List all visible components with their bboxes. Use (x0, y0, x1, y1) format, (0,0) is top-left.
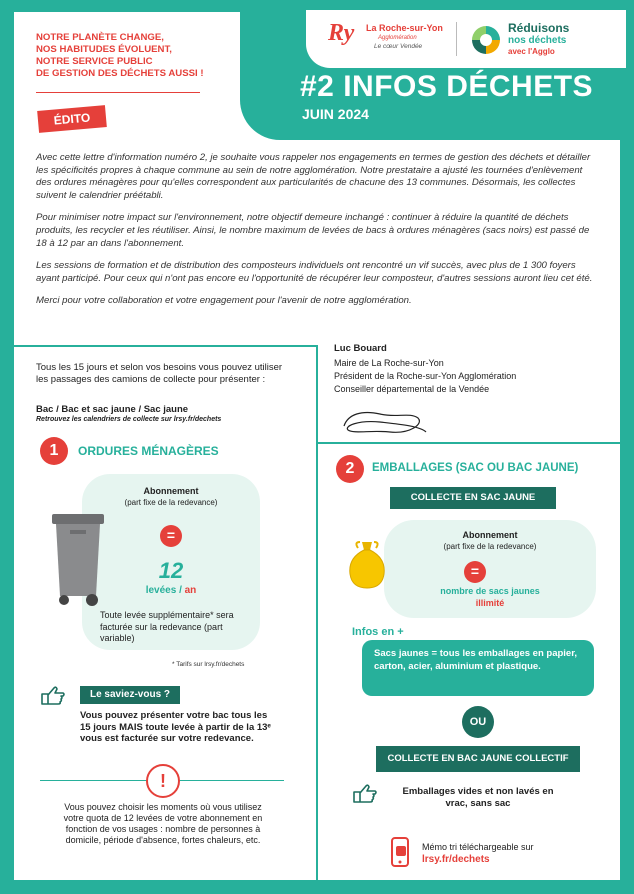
bac-text: Emballages vides et non lavés en vrac, sans sac (402, 786, 554, 809)
saviez-label: Le saviez-vous ? (80, 686, 180, 704)
illimite-label: illimité (475, 598, 505, 608)
warning-text: Vous pouvez choisir les moments où vous utilisez votre quota de 12 levées de votre abonnement en fonction de vos usages : nombre de personnes à domicile, période d'absence, fortes chaleurs, etc. (63, 802, 263, 845)
memo-link[interactable]: lrsy.fr/dechets (422, 854, 490, 865)
page-title: #2 INFOS DÉCHETS (300, 70, 594, 103)
vertical-divider (316, 345, 318, 880)
signatory-roles: Maire de La Roche-sur-Yon Président de la Roche-sur-Yon Agglomération Conseiller départemental de la Vendée (334, 358, 517, 394)
reduisons-line2: nos déchets (508, 35, 567, 46)
nombre-sacs: nombre de sacs jaunes (440, 586, 540, 596)
edito-badge: ÉDITO (37, 105, 107, 133)
pointing-hand-icon-2 (352, 782, 378, 804)
extra-levee-text: Toute levée supplémentaire* sera facturée sur la redevance (part variable) (100, 610, 234, 643)
logo-city-name: La Roche-sur-Yon (366, 23, 443, 33)
right-top-rule (316, 442, 620, 444)
intro-rule (36, 92, 200, 93)
tarifs-note: * Tarifs sur lrsy.fr/dechets (172, 661, 245, 668)
ou-badge: OU (462, 706, 494, 738)
edito-body: Avec cette lettre d'information numéro 2, je souhaite vous rappeler nos engagements en termes de gestion des déchets et détailler les spécificités propres à chaque commune au sein de notre agglomération. Notre prestataire a ajusté les tournées d'enlèvement des ordures ménagères pour qu'elles correspondent aux particularités de chacune des 13 communes. Désormais, les collectes suivent le calendrier préétabli. Pour minimiser notre impact sur l'environnement, notre objectif demeure inchangé : continuer à réduire la quantité de déchets produits, les recycler et les réutiliser. Ainsi, le nombre maximum de levées de bacs à ordures ménagères (sacs noirs) est passé de 18 à 12 par an dans l'abonnement. Les sessions de formation et de distribution des composteurs individuels ont rencontré un vif succès, avec plus de 1 300 foyers ayant participé. Pour ceux qui n'ont pas encore eu l'opportunité de récupérer leur composteur, d'autres sessions auront lieu cet été. Merci pour votre collaboration et votre engagement pour l'avenir de notre agglomération. (36, 152, 593, 307)
section2-equals: = (464, 561, 486, 583)
section2-number: 2 (336, 455, 364, 483)
warning-icon: ! (146, 764, 180, 798)
calendar-note: Retrouvez les calendriers de collecte sur lrsy.fr/dechets (36, 416, 222, 423)
page-date: JUIN 2024 (302, 106, 369, 122)
logo-city-tagline: Le cœur Vendée (374, 43, 423, 50)
logo-card (306, 10, 626, 68)
ry-logo-mark: Ry (328, 20, 355, 46)
infos-text: Sacs jaunes = tous les emballages en papier, carton, acier, aluminium et plastique. (374, 648, 578, 672)
yellow-bag-icon (344, 538, 390, 590)
levees-unit: levées / an (145, 585, 197, 596)
reduisons-logo-icon (470, 24, 502, 56)
infos-label: Infos en + (352, 626, 404, 638)
section2-abonnement-sub: (part fixe de la redevance) (443, 542, 537, 551)
section1-abonnement-sub: (part fixe de la redevance) (124, 498, 218, 507)
collecte-bac-label: COLLECTE EN BAC JAUNE COLLECTIF (376, 746, 580, 772)
section1-abonnement: Abonnement (143, 486, 199, 496)
reduisons-line1: Réduisons (508, 21, 570, 35)
section1-equals: = (160, 525, 182, 547)
signatory-name: Luc Bouard (334, 343, 387, 354)
reduisons-line3: avec l'Agglo (508, 47, 555, 56)
logo-city-sub: Agglomération (378, 35, 417, 41)
collecte-sac-label: COLLECTE EN SAC JAUNE (390, 487, 556, 509)
intro-heading: NOTRE PLANÈTE CHANGE, NOS HABITUDES ÉVOLUENT, NOTRE SERVICE PUBLIC DE GESTION DES DÉCHETS AUSSI ! (36, 32, 204, 79)
left-top-rule (14, 345, 317, 347)
pointing-hand-icon (40, 684, 66, 706)
saviez-text: Vous pouvez présenter votre bac tous les 15 jours MAIS toute levée à partir de la 13ᵉ vous est facturée sur votre redevance. (80, 710, 272, 744)
section2-abonnement: Abonnement (462, 530, 518, 540)
collection-intro: Tous les 15 jours et selon vos besoins vous pouvez utiliser les passages des camions de collecte pour présenter : (36, 362, 283, 385)
handwritten-signature (340, 404, 430, 438)
section1-number: 1 (40, 437, 68, 465)
section1-title: ORDURES MÉNAGÈRES (78, 444, 219, 458)
section2-title: EMBALLAGES (SAC OU BAC JAUNE) (372, 462, 579, 474)
memo-text: Mémo tri téléchargeable sur (422, 842, 534, 852)
levees-count: 12 (158, 558, 184, 583)
collection-types: Bac / Bac et sac jaune / Sac jaune (36, 404, 189, 415)
smartphone-icon (390, 836, 412, 870)
logo-divider (456, 22, 457, 56)
grey-bin-icon (50, 510, 106, 608)
